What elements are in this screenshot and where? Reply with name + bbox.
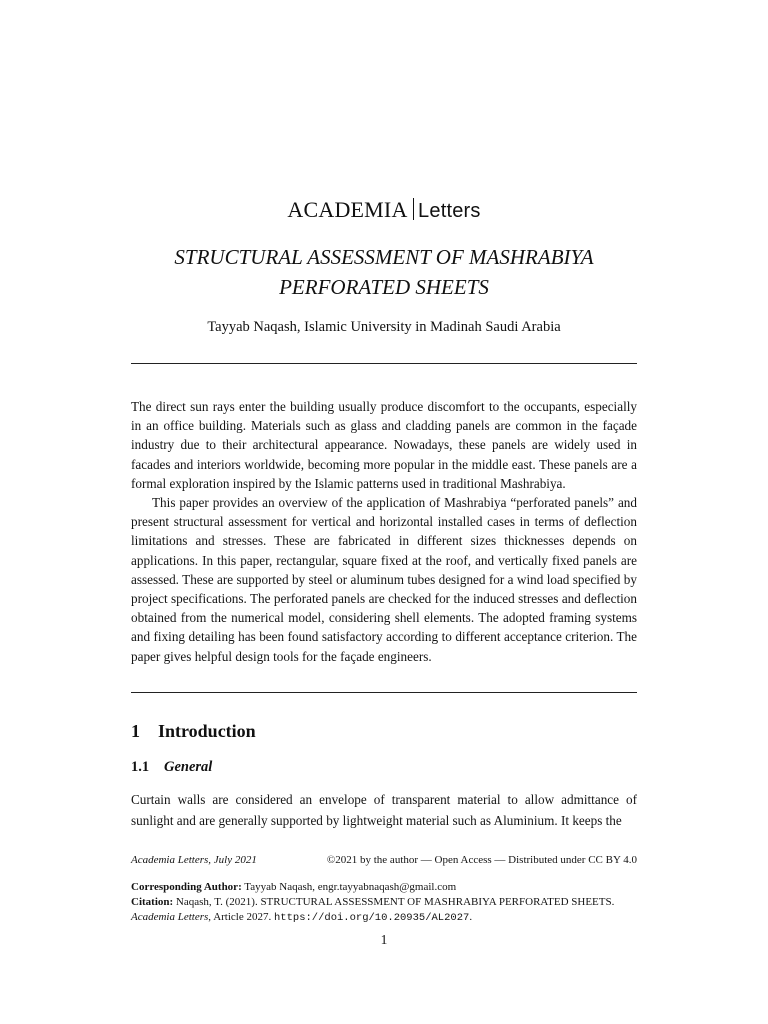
journal-masthead: [0, 197, 768, 223]
corresponding-author: [131, 880, 651, 895]
brand-name: ACADEMIA: [287, 197, 408, 222]
subsection-number: 1.1: [131, 759, 150, 775]
corresponding-value: Tayyab Naqash, engr.tayyabnaqash@gmail.com: [244, 881, 457, 893]
abstract-bottom-rule: [131, 692, 637, 693]
footer-license: ©2021 by the author — Open Access — Distributed under CC BY 4.0: [326, 854, 637, 866]
page-number: 1: [380, 932, 388, 947]
abstract-paragraph-1: The direct sun rays enter the building usually produce discomfort to the occupants, especially in an office building. Materials such as glass and cladding panels are common in the façade industry due to their architectural appearance. Nowadays, these panels are widely used in facades and interiors worldwide, becoming more popular in the middle east. These panels are a formal exploration inspired by the Islamic patterns used in traditional Mashrabiya.: [131, 399, 637, 491]
citation: [131, 895, 651, 910]
masthead-separator: [413, 198, 415, 220]
section-heading: [131, 721, 256, 742]
citation-value: Naqash, T. (2021). STRUCTURAL ASSESSMENT OF MASHRABIYA PERFORATED SHEETS.: [175, 896, 615, 908]
citation-article: , Article 2027.: [208, 911, 272, 923]
paper-title: [0, 242, 768, 302]
citation-label: Citation:: [131, 896, 174, 908]
title-line-1: STRUCTURAL ASSESSMENT OF MASHRABIYA: [174, 245, 594, 269]
corresponding-label: Corresponding Author:: [131, 881, 242, 893]
section-name: Letters: [418, 200, 481, 222]
abstract-paragraph-2: This paper provides an overview of the application of Mashrabiya “perforated panels” and present structural assessment for vertical and horizontal installed cases in terms of deflection limitations and stresses. These are fabricated in different sizes thicknesses depends on applications. In this paper, rectangular, square fixed at the roof, and vertically fixed panels are assessed. These are supported by steel or aluminum tubes designed for a wind load specified by project specifications. The perforated panels are checked for the induced stresses and deflection obtained from the numerical model, considering shell elements. The adopted framing systems and fixing detailing has been found satisfactory according to different acceptance criterion. The paper gives helpful design tools for the façade engineers.: [131, 495, 637, 664]
subsection-title: General: [164, 759, 213, 775]
subsection-heading: [131, 759, 212, 776]
author-affiliation: Tayyab Naqash, Islamic University in Madinah Saudi Arabia: [207, 319, 561, 335]
section-title: Introduction: [158, 721, 256, 741]
footer-journal-date: Academia Letters, July 2021: [131, 854, 257, 866]
citation-journal-line: [131, 910, 651, 926]
abstract-top-rule: [131, 363, 637, 364]
abstract: [131, 397, 637, 666]
section-number: 1: [131, 721, 140, 741]
introduction-text: [131, 789, 637, 831]
intro-paragraph: Curtain walls are considered an envelope of transparent material to allow admittance of sunlight and are generally supported by lightweight material such as Aluminium. It keeps the: [131, 792, 637, 828]
doi-end: .: [469, 911, 473, 923]
title-line-2: PERFORATED SHEETS: [279, 275, 489, 299]
doi-link[interactable]: https://doi.org/10.20935/AL2027: [273, 912, 470, 924]
citation-journal: Academia Letters: [131, 911, 209, 923]
